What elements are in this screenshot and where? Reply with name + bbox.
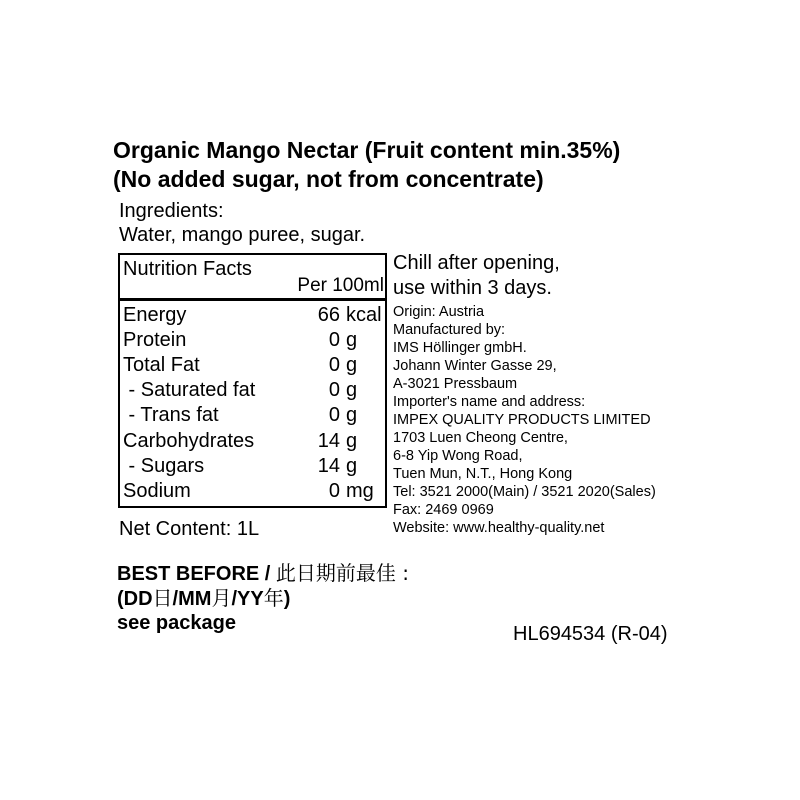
nutrient-name: Protein <box>123 329 187 351</box>
nutrient-name: Energy <box>123 304 187 326</box>
net-content: Net Content: 1L <box>119 518 260 540</box>
nutrient-value: 14 <box>317 430 340 452</box>
nutrient-value: 66 <box>317 304 340 326</box>
nutrition-row-carbohydrates <box>120 429 385 454</box>
info-line: Origin: Austria <box>393 304 485 320</box>
nutrient-unit: kcal <box>346 304 382 326</box>
info-line: Johann Winter Gasse 29, <box>393 358 557 374</box>
nutrient-name: Total Fat <box>123 354 200 376</box>
nutrition-row-protein <box>120 328 385 353</box>
date-format-yy: /YY <box>231 588 264 610</box>
info-line: A-3021 Pressbaum <box>393 376 518 392</box>
nutrition-title: Nutrition Facts <box>123 258 252 280</box>
product-title-line1: Organic Mango Nectar (Fruit content min.35%) <box>113 137 621 163</box>
info-line: 6-8 Yip Wong Road, <box>393 448 523 464</box>
nutrition-per-serving: Per 100ml <box>297 275 384 296</box>
info-line: Fax: 2469 0969 <box>393 502 494 518</box>
nutrient-name: - Trans fat <box>123 404 219 426</box>
nutrient-name: - Saturated fat <box>123 379 256 401</box>
nutrition-row-trans-fat <box>120 403 385 428</box>
storage-instruction-line2: use within 3 days. <box>393 277 552 299</box>
info-line: Tel: 3521 2000(Main) / 3521 2020(Sales) <box>393 484 656 500</box>
date-format-mm: /MM <box>172 588 212 610</box>
date-format-month: 月 <box>211 586 232 610</box>
nutrition-row-energy <box>120 303 385 328</box>
best-before-zh: 此日期前最佳 : <box>275 561 410 585</box>
nutrient-unit: g <box>346 430 358 452</box>
info-line: Website: www.healthy-quality.net <box>393 520 605 536</box>
nutrient-unit: g <box>346 354 358 376</box>
nutrient-unit: g <box>346 455 358 477</box>
nutrition-row-sodium <box>120 479 385 504</box>
product-title-line2: (No added sugar, not from concentrate) <box>113 166 544 192</box>
nutrient-value: 0 <box>328 354 340 376</box>
info-line: 1703 Luen Cheong Centre, <box>393 430 568 446</box>
nutrition-row-total-fat <box>120 353 385 378</box>
nutrient-value: 0 <box>328 404 340 426</box>
best-before-en: BEST BEFORE / <box>117 563 276 585</box>
info-line: IMS Höllinger gmbH. <box>393 340 527 356</box>
nutrient-value: 0 <box>328 480 340 502</box>
product-code: HL694534 (R-04) <box>513 623 668 645</box>
nutrient-name: - Sugars <box>123 455 205 477</box>
nutrient-unit: g <box>346 404 358 426</box>
nutrient-unit: g <box>346 379 358 401</box>
info-line: Manufactured by: <box>393 322 506 338</box>
info-line: Importer's name and address: <box>393 394 586 410</box>
nutrition-facts-table <box>118 253 387 508</box>
date-format-year: 年 <box>263 586 284 610</box>
best-before-label <box>117 560 409 587</box>
nutrition-row-saturated-fat <box>120 378 385 403</box>
nutrition-row-sugars <box>120 454 385 479</box>
date-format-close: ) <box>283 588 291 610</box>
nutrient-value: 0 <box>328 329 340 351</box>
storage-instruction-line1: Chill after opening, <box>393 252 560 274</box>
ingredients-text: Water, mango puree, sugar. <box>119 224 366 246</box>
info-line: Tuen Mun, N.T., Hong Kong <box>393 466 573 482</box>
nutrient-value: 14 <box>317 455 340 477</box>
nutrient-value: 0 <box>328 379 340 401</box>
nutrient-name: Sodium <box>123 480 191 502</box>
date-format-day: 日 <box>152 586 173 610</box>
origin-importer-info <box>393 303 656 537</box>
date-format-dd: (DD <box>117 588 153 610</box>
nutrient-unit: mg <box>346 480 374 502</box>
info-line: IMPEX QUALITY PRODUCTS LIMITED <box>393 412 651 428</box>
ingredients-label: Ingredients: <box>119 200 224 222</box>
nutrition-divider <box>120 298 385 301</box>
nutrient-unit: g <box>346 329 358 351</box>
nutrient-name: Carbohydrates <box>123 430 255 452</box>
see-package: see package <box>117 612 236 634</box>
date-format <box>117 585 290 612</box>
